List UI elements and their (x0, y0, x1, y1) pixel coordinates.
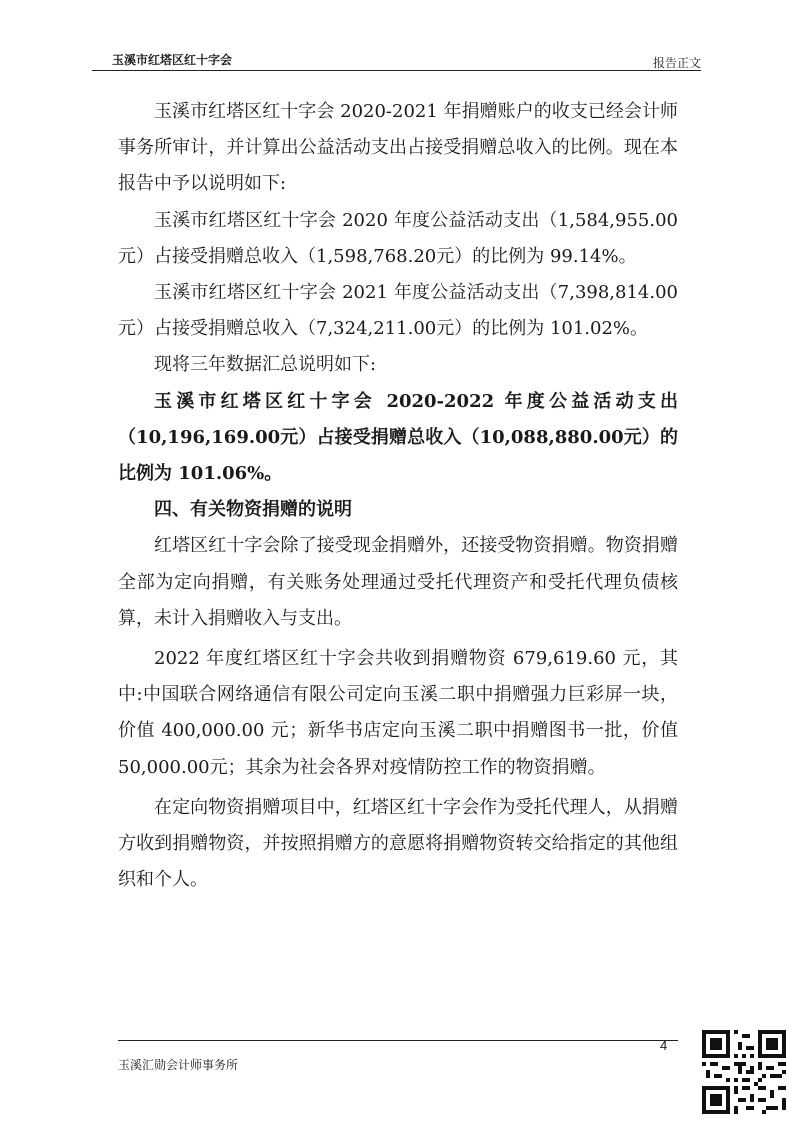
report-body (118, 94, 678, 898)
paragraph-goods-overview: 红塔区红十字会除了接受现金捐赠外，还接受物资捐赠。物资捐赠全部为定向捐赠，有关账务处理通过受托代理资产和受托代理负债核算，未计入捐赠收入与支出。 (118, 535, 678, 629)
paragraph-intro: 玉溪市红塔区红十字会 2020-2021 年捐赠账户的收支已经会计师事务所审计，并计算出公益活动支出占接受捐赠总收入的比例。现在本报告中予以说明如下: (118, 101, 678, 195)
paragraph-summary-lead: 现将三年数据汇总说明如下: (154, 354, 377, 376)
footer-firm-name: 玉溪汇勋会计师事务所 (118, 1058, 239, 1072)
paragraph-2021: 玉溪市红塔区红十字会 2021 年度公益活动支出（7,398,814.00元）占接受捐赠总收入（7,324,211.00元）的比例为 101.02%。 (118, 282, 678, 340)
header-section-label: 报告正文 (652, 56, 701, 70)
paragraph-2020: 玉溪市红塔区红十字会 2020 年度公益活动支出（1,584,955.00元）占接受捐赠总收入（1,598,768.20元）的比例为 99.14%。 (118, 209, 678, 267)
paragraph-trustee: 在定向物资捐赠项目中，红塔区红十字会作为受托代理人，从捐赠方收到捐赠物资，并按照捐赠方的意愿将捐赠物资转交给指定的其他组织和个人。 (118, 796, 678, 891)
header-org-name: 玉溪市红塔区红十字会 (112, 53, 233, 67)
footer-divider (118, 1040, 678, 1041)
page-header (92, 48, 701, 71)
page-number: 4 (660, 1038, 668, 1053)
paragraph-goods-2022: 2022 年度红塔区红十字会共收到捐赠物资 679,619.60 元，其中:中国联合网络通信有限公司定向玉溪二职中捐赠强力巨彩屏一块，价值 400,000.00 元；新华书店定向玉溪二职中捐赠图书一批，价值50,000.00元；其余为社会各界对疫情防控工作的物资捐赠。 (118, 648, 678, 778)
section-heading-goods-donation: 四、有关物资捐赠的说明 (154, 499, 352, 521)
qr-code-icon (702, 1030, 786, 1114)
paragraph-summary-total: 玉溪市红塔区红十字会 2020-2022 年度公益活动支出（10,196,169.00元）占接受捐赠总收入（10,088,880.00元）的比例为 101.06%。 (118, 390, 678, 485)
